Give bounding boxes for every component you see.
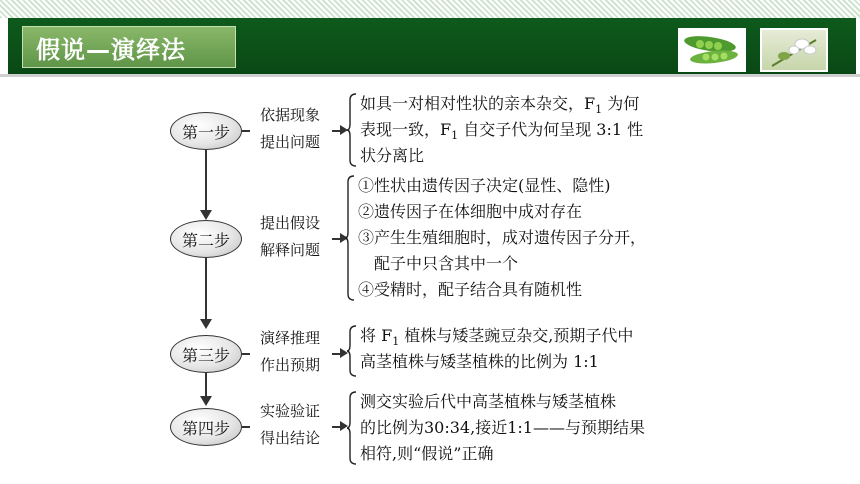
step-2-oval: 第二步 <box>170 220 242 258</box>
step-1-text-line3: 状分离比 <box>360 146 425 165</box>
step-2-label <box>247 210 333 264</box>
pea-pod-icon <box>680 30 744 70</box>
step-4-oval: 第四步 <box>170 408 242 446</box>
connector-line-1 <box>205 148 207 212</box>
step-1-label-line1: 依据现象 <box>259 106 320 124</box>
step-2-text-line3: ③产生生殖细胞时，成对遗传因子分开， <box>358 228 647 247</box>
connector-line-3 <box>205 372 207 398</box>
step-2-text-line2: ②遗传因子在体细胞中成对存在 <box>358 202 583 221</box>
brace-icon <box>344 174 356 302</box>
step-3-label-line2: 作出预期 <box>259 356 320 374</box>
step-3-text-line2: 高茎植株与矮茎植株的比例为 1:1 <box>360 352 599 371</box>
pea-flower-image <box>760 28 828 72</box>
pea-pod-image <box>678 28 746 72</box>
brace-icon <box>346 390 358 466</box>
step-4-text-line3: 相符,则“假说”正确 <box>360 444 494 463</box>
step-2-text-line4: 配子中只含其中一个 <box>374 254 519 273</box>
step-2-text-line5: ④受精时，配子结合具有随机性 <box>358 280 583 299</box>
top-hatch-band <box>0 0 860 18</box>
arrow-down-icon <box>200 210 212 220</box>
pea-flower-icon <box>762 30 826 70</box>
step-1-text-line1: 如具一对相对性状的亲本杂交，$F_1$ 为何 <box>360 94 640 117</box>
brace-icon <box>346 324 358 378</box>
step-3-oval: 第三步 <box>170 335 242 373</box>
brace-icon <box>346 92 358 168</box>
step-3-label <box>247 325 333 379</box>
step-1-oval: 第一步 <box>170 112 242 150</box>
arrow-down-icon <box>200 319 212 329</box>
step-1-label <box>247 102 333 156</box>
step-4-label-line1: 实验验证 <box>259 402 320 420</box>
step-4-text-line1: 测交实验后代中高茎植株与矮茎植株 <box>360 392 617 411</box>
arrow-down-icon <box>200 396 212 406</box>
step-2-text-line1: ①性状由遗传因子决定(显性、隐性) <box>358 176 611 195</box>
step-4-label-line2: 得出结论 <box>259 429 320 447</box>
step-4-label <box>247 398 333 452</box>
step-3-text-line1: 将 $F_1$ 植株与矮茎豌豆杂交,预期子代中 <box>360 326 634 349</box>
connector-line-2 <box>205 256 207 321</box>
step-2-label-line1: 提出假设 <box>259 214 320 232</box>
step-1-label-line2: 提出问题 <box>259 133 320 151</box>
header-divider <box>0 74 860 77</box>
step-1-text-line2: 表现一致，$F_1$ 自交子代为何呈现 3:1 性 <box>360 120 644 143</box>
step-2-label-line2: 解释问题 <box>259 241 320 259</box>
step-4-text-line2: 的比例为30:34,接近1:1——与预期结果 <box>360 418 645 437</box>
page-title: 假说—演绎法 <box>36 36 186 64</box>
step-3-label-line1: 演绎推理 <box>259 329 320 347</box>
